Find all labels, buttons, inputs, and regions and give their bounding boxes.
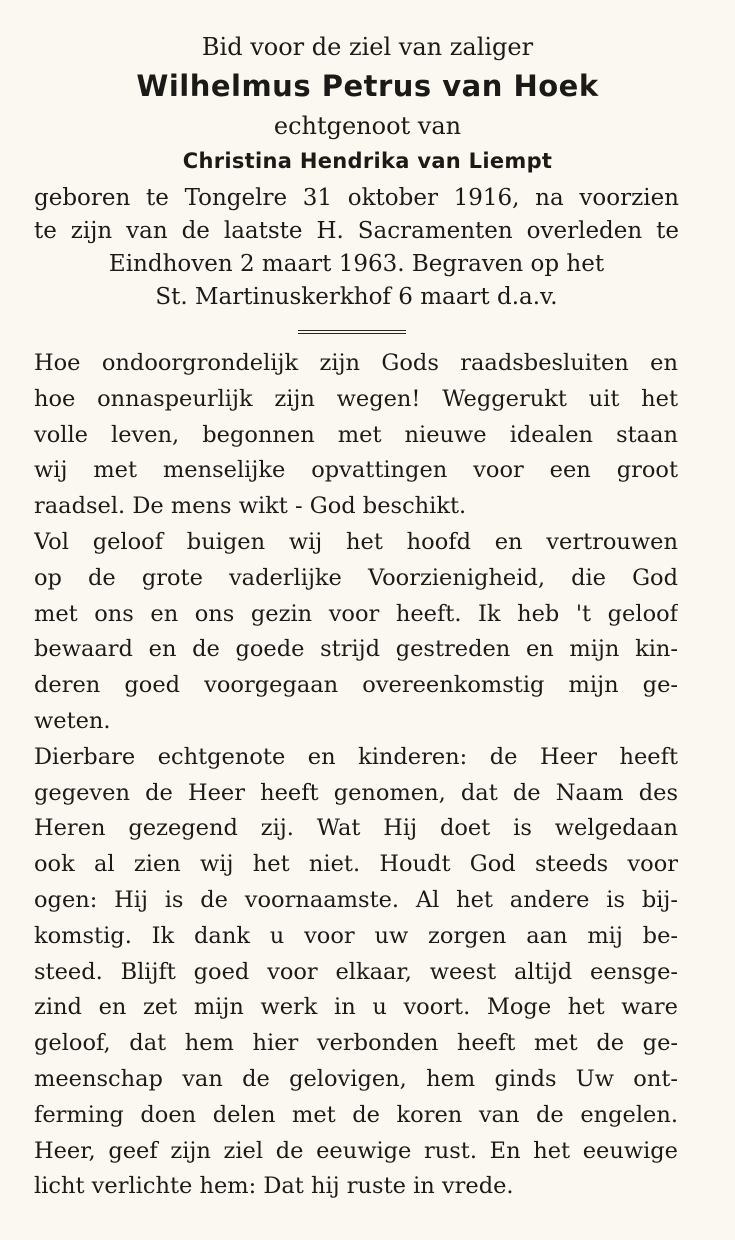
bio-line: geboren te Tongelre 31 oktober 1916, na voorzien [34,185,679,211]
deceased-name: Wilhelmus Petrus van Hoek [136,69,599,103]
text-line: komstig. Ik dank u voor uw zorgen aan mij be- [34,922,678,949]
text-line: geloof, dat hem hier verbonden heeft met de ge- [34,1030,678,1057]
text-line: meenschap van de gelovigen, hem ginds Uw ont- [34,1065,678,1092]
text-line: Heer, geef zijn ziel de eeuwige rust. En het eeuwige [34,1137,678,1164]
text-line: weten. [34,707,111,734]
text-line: gegeven de Heer heeft genomen, dat de Naam des [34,779,678,806]
text-line: steed. Blijft goed voor elkaar, weest altijd eensge- [34,958,678,985]
text-line: ferming doen delen met de koren van de engelen. [34,1101,678,1128]
text-line: op de grote vaderlijke Voorzienigheid, die God [34,564,678,591]
text-line: wij met menselijke opvattingen voor een groot [34,457,678,484]
text-line: met ons en ons gezin voor heeft. Ik heb 't geloof [34,600,678,627]
text-line: raadsel. De mens wikt - God beschikt. [34,493,467,520]
text-line: ook al zien wij het niet. Houdt God steeds voor [34,851,678,878]
text-line: zind en zet mijn werk in u voort. Moge het ware [34,994,678,1021]
card-header [0,30,735,178]
text-line: volle leven, begonnen met nieuwe idealen staan [34,421,678,448]
text-line: Hoe ondoorgrondelijk zijn Gods raadsbesluiten en [34,350,678,376]
spouse-label: echtgenoot van [273,112,462,140]
spouse-name: Christina Hendrika van Liempt [182,149,553,173]
text-line: Vol geloof buigen wij het hoofd en vertrouwen [34,528,678,555]
bio-line: Eindhoven 2 maart 1963. Begraven op het [108,251,605,277]
bio-line: St. Martinuskerkhof 6 maart d.a.v. [155,284,558,310]
bio-line: te zijn van de laatste H. Sacramenten overleden te [34,218,679,244]
text-line: Heren gezegend zij. Wat Hij doet is welgedaan [34,815,678,842]
double-rule-divider [298,330,406,334]
text-line: hoe onnaspeurlijk zijn wegen! Weggerukt uit het [34,385,678,412]
text-line: licht verlichte hem: Dat hij ruste in vrede. [34,1173,514,1200]
text-line: bewaard en de goede strijd gestreden en mijn kin- [34,636,678,663]
biography [34,182,679,314]
prayer-text [34,346,678,1205]
text-line: ogen: Hij is de voornaamste. Al het andere is bij- [34,886,678,913]
text-line: deren goed voorgegaan overeenkomstig mijn ge- [34,672,678,699]
intro-line: Bid voor de ziel van zaliger [201,33,534,61]
text-line: Dierbare echtgenote en kinderen: de Heer heeft [34,743,678,770]
